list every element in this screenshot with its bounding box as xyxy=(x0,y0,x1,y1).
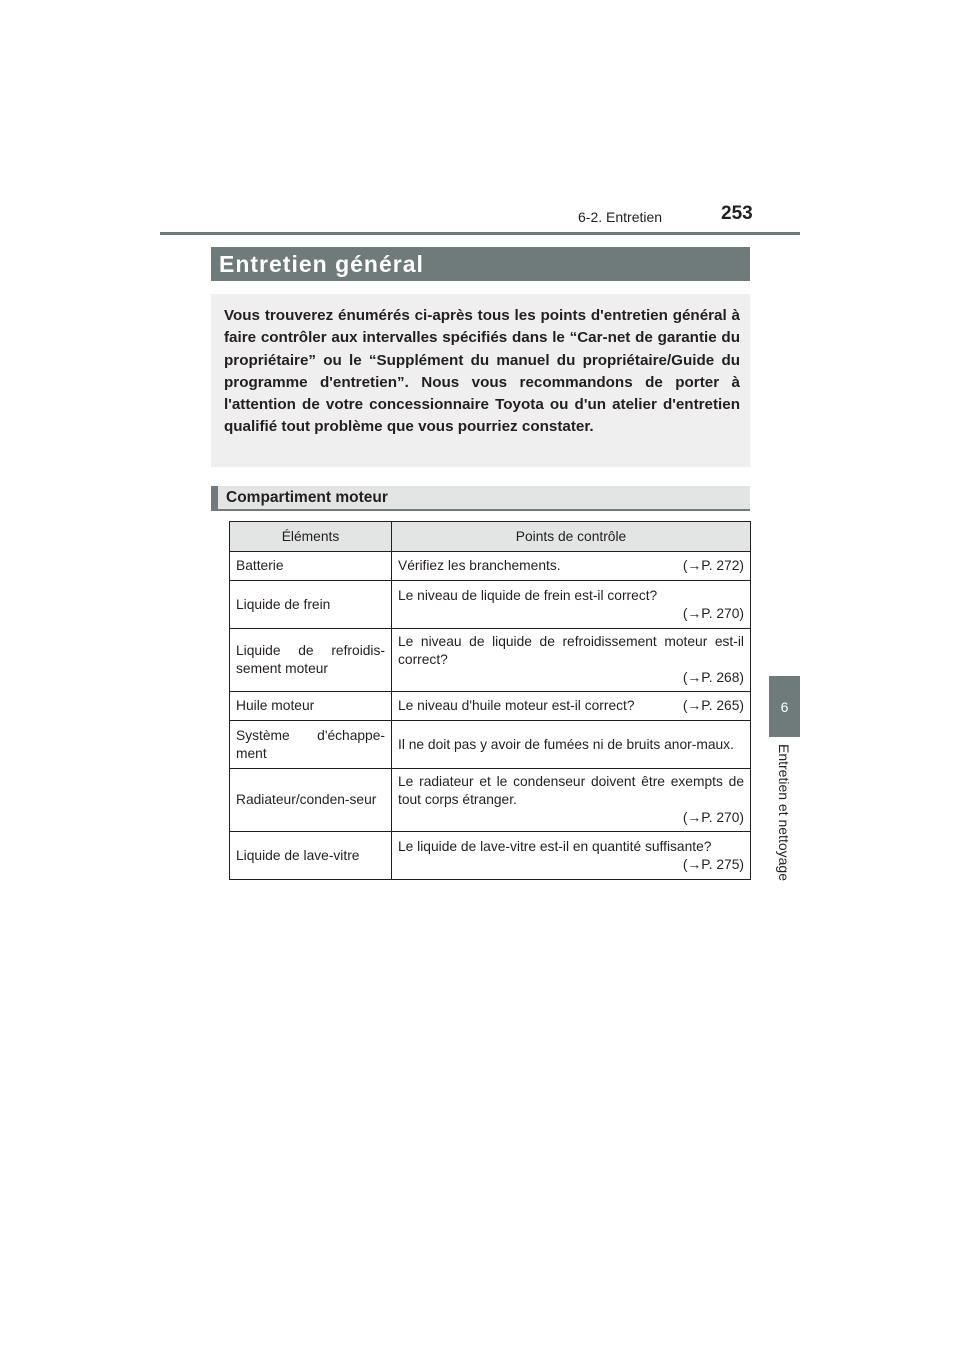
table-row xyxy=(230,629,751,692)
check-cell xyxy=(392,832,751,880)
table-row xyxy=(230,581,751,629)
check-cell xyxy=(392,692,751,721)
check-text: Vérifiez les branchements. xyxy=(398,558,561,573)
page-reference: (→P. 270) xyxy=(682,810,744,825)
table-row xyxy=(230,832,751,880)
page-reference: (→P. 270) xyxy=(682,605,744,621)
check-cell xyxy=(392,629,751,692)
page-reference: (→P. 272) xyxy=(682,558,744,573)
item-cell: Liquide de refroidis-sement moteur xyxy=(230,629,392,692)
section-header-marker xyxy=(211,486,218,509)
table-row xyxy=(230,552,751,581)
item-cell: Liquide de lave-vitre xyxy=(230,832,392,880)
page-reference: (→P. 275) xyxy=(682,856,744,872)
chapter-label: Entretien et nettoyage xyxy=(776,744,792,881)
intro-box xyxy=(211,294,750,467)
table-row xyxy=(230,769,751,832)
check-text: Le niveau de liquide de refroidissement moteur est-il correct? xyxy=(398,634,744,667)
page-reference: (→P. 268) xyxy=(682,670,744,685)
check-text: Il ne doit pas y avoir de fumées ni de bruits anor-maux. xyxy=(398,736,734,752)
check-cell xyxy=(392,721,751,769)
check-text: Le liquide de lave-vitre est-il en quantité suffisante? xyxy=(398,838,712,854)
header-section-title: 6-2. Entretien xyxy=(578,209,663,225)
header-divider xyxy=(160,232,800,235)
table-header-row xyxy=(230,522,751,552)
item-cell: Liquide de frein xyxy=(230,581,392,629)
check-cell xyxy=(392,769,751,832)
table-row xyxy=(230,721,751,769)
check-text: Le niveau de liquide de frein est-il correct? xyxy=(398,587,658,603)
section-title: Compartiment moteur xyxy=(226,488,388,506)
item-cell: Huile moteur xyxy=(230,692,392,721)
check-cell xyxy=(392,552,751,581)
item-cell: Système d'échappe-ment xyxy=(230,721,392,769)
item-cell: Batterie xyxy=(230,552,392,581)
section-header xyxy=(211,486,750,511)
inspection-table xyxy=(229,521,751,880)
page-number: 253 xyxy=(721,203,753,224)
page-reference: (→P. 265) xyxy=(682,698,744,713)
column-header-checks: Points de contrôle xyxy=(392,522,751,552)
chapter-tab xyxy=(769,676,800,737)
check-text: Le niveau d'huile moteur est-il correct? xyxy=(398,698,635,713)
page-title: Entretien général xyxy=(211,247,750,281)
item-cell: Radiateur/conden-seur xyxy=(230,769,392,832)
check-text: Le radiateur et le condenseur doivent être exempts de tout corps étranger. xyxy=(398,774,744,807)
table-row xyxy=(230,692,751,721)
check-cell xyxy=(392,581,751,629)
chapter-number: 6 xyxy=(780,698,789,715)
intro-text: Vous trouverez énumérés ci-après tous les points d'entretien général à faire contrôler aux intervalles spécifiés dans le “Car-net de garantie du propriétaire” ou le “Supplément du manuel du propriétaire/Guide du programme d'entretien”. Nous vous recommandons de porter à l'attention de votre concessionnaire Toyota ou d'un atelier d'entretien qualifié tout problème que vous pourriez constater. xyxy=(224,307,740,436)
column-header-items: Éléments xyxy=(230,522,392,552)
